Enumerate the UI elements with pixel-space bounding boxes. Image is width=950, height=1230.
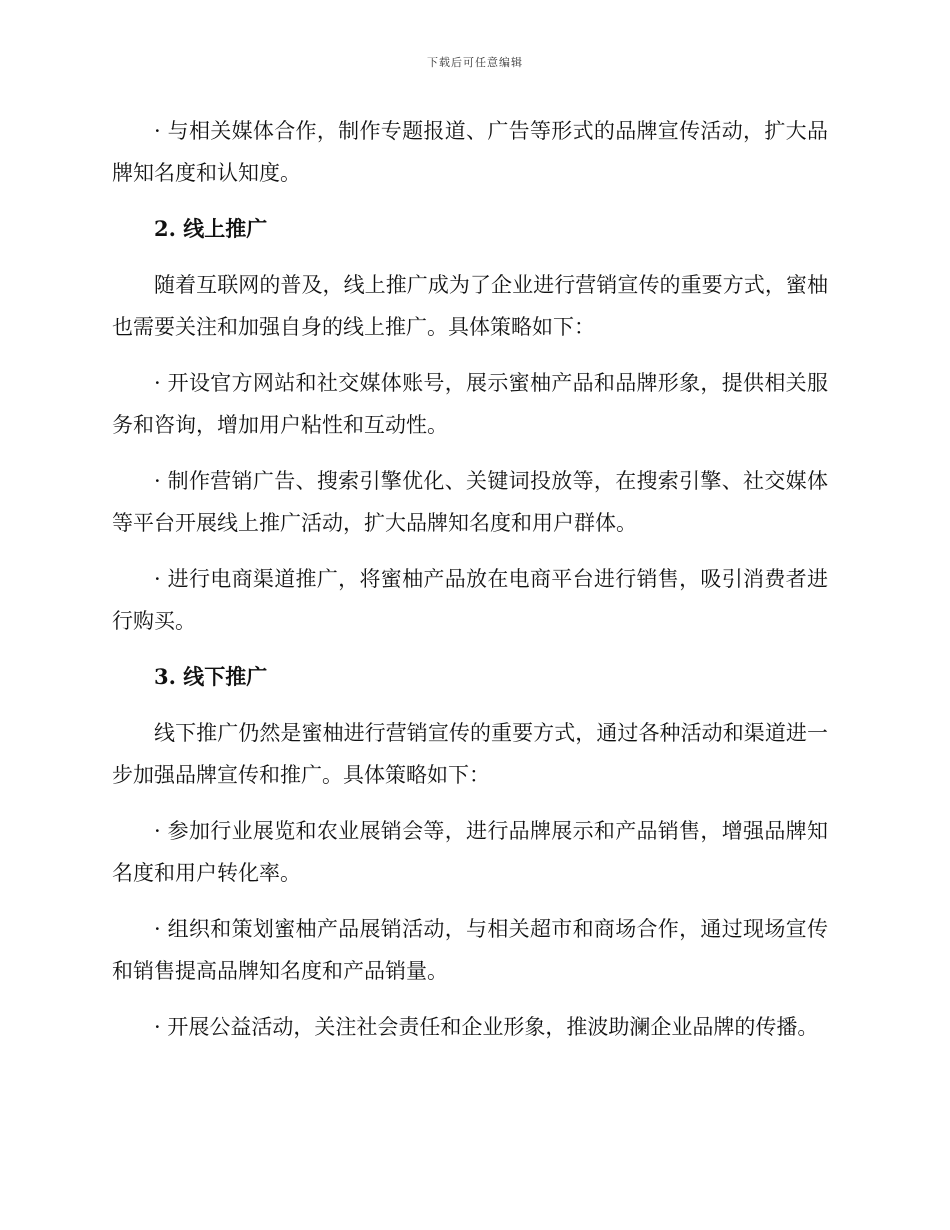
section-intro-paragraph: 线下推广仍然是蜜柚进行营销宣传的重要方式，通过各种活动和渠道进一步加强品牌宣传和推广。具体策略如下： xyxy=(112,721,828,787)
section-intro-paragraph: 随着互联网的普及，线上推广成为了企业进行营销宣传的重要方式，蜜柚也需要关注和加强自身的线上推广。具体策略如下： xyxy=(112,273,828,339)
page-header: 下载后可任意编辑 xyxy=(427,56,523,69)
bullet-paragraph: · 开展公益活动，关注社会责任和企业形象，推波助澜企业品牌的传播。 xyxy=(154,1015,819,1039)
bullet-paragraph: · 参加行业展览和农业展销会等，进行品牌展示和产品销售，增强品牌知名度和用户转化率。 xyxy=(112,819,828,885)
bullet-paragraph: · 进行电商渠道推广，将蜜柚产品放在电商平台进行销售，吸引消费者进行购买。 xyxy=(112,567,828,633)
section-heading: 2. 线上推广 xyxy=(154,216,268,241)
bullet-paragraph: · 组织和策划蜜柚产品展销活动，与相关超市和商场合作，通过现场宣传和销售提高品牌知名度和产品销量。 xyxy=(112,917,828,983)
bullet-paragraph: · 开设官方网站和社交媒体账号，展示蜜柚产品和品牌形象，提供相关服务和咨询，增加用户粘性和互动性。 xyxy=(112,371,828,437)
section-heading: 3. 线下推广 xyxy=(154,664,268,689)
bullet-paragraph: · 制作营销广告、搜索引擎优化、关键词投放等，在搜索引擎、社交媒体等平台开展线上推广活动，扩大品牌知名度和用户群体。 xyxy=(112,469,828,535)
bullet-paragraph: · 与相关媒体合作，制作专题报道、广告等形式的品牌宣传活动，扩大品牌知名度和认知度。 xyxy=(112,119,828,185)
document-body xyxy=(112,110,828,1062)
